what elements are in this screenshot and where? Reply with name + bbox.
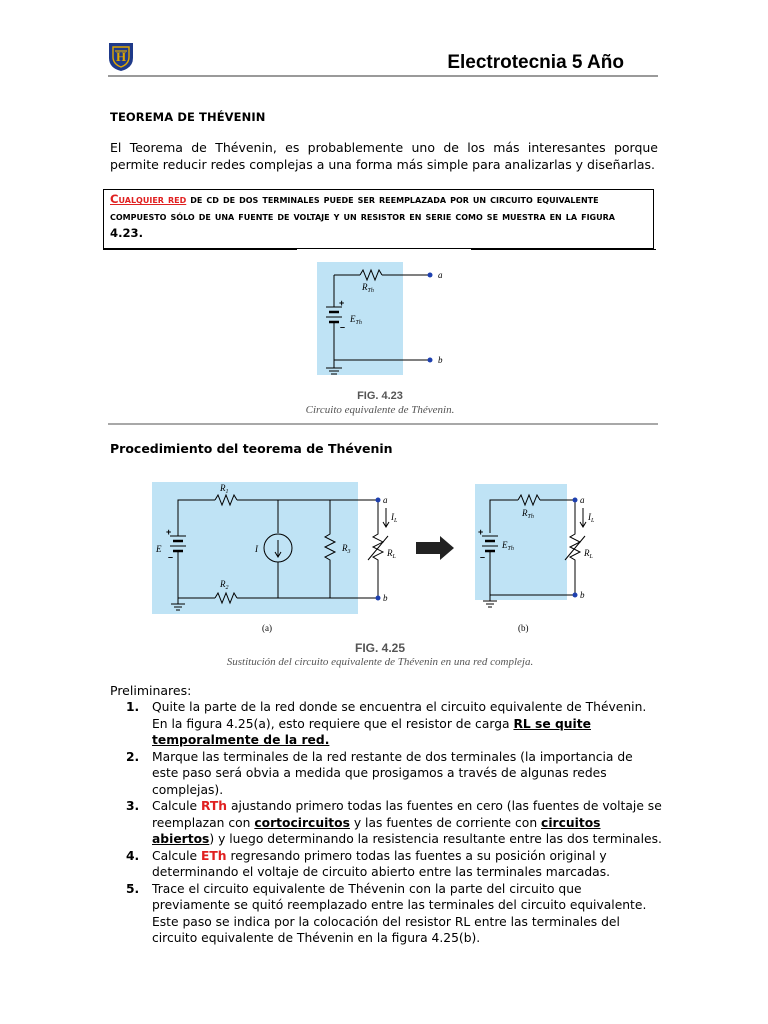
- callout-text: [110, 191, 650, 242]
- school-crest-logo: [108, 42, 134, 72]
- rl-label-b: $R_L$: [584, 548, 593, 560]
- node-b-dot: [376, 596, 381, 601]
- node-b-dot-b: [573, 593, 578, 598]
- svg-text:H: H: [115, 49, 127, 64]
- terminal-b-dot: [428, 358, 433, 363]
- terminal-a-label: a: [438, 270, 443, 280]
- callout-highlight: Cualquier red: [110, 192, 187, 206]
- b-label-b: b: [580, 590, 585, 600]
- list-item: 2. Marque las terminales de la red restante de dos terminales (la importancia de este paso será obvia a medida que prosigamos a través de algunas redes complejas).: [126, 749, 633, 797]
- figure-4-25-number: FIG. 4.25: [354, 641, 406, 655]
- il-label-a: $I_L$: [391, 512, 398, 524]
- plus-sign-b: +: [478, 527, 484, 537]
- preliminares-title: Preliminares:: [110, 683, 192, 698]
- panel-b-label: (b): [518, 623, 529, 633]
- section-title: TEOREMA DE THÉVENIN: [110, 110, 266, 124]
- minus-sign: –: [340, 322, 346, 332]
- rth-label-b: $R_{Th}$: [522, 508, 534, 520]
- document-header-title: Electrotecnia 5 Año: [447, 52, 624, 73]
- plus-sign-a: +: [166, 527, 172, 537]
- r1-label: $R_1$: [220, 483, 229, 495]
- callout-underline-left: [103, 249, 297, 250]
- r2-label: $R_2$: [220, 579, 229, 591]
- list-item: 4. Calcule ETh regresando primero todas las fuentes a su posición original y determinando el voltaje de circuito abierto entre las terminales marcadas.: [126, 848, 611, 879]
- e-label: E: [156, 544, 162, 554]
- callout-figure-ref: 4.23.: [110, 226, 144, 240]
- section-divider: [108, 423, 658, 425]
- eth-label-b: $E_{Th}$: [502, 540, 514, 552]
- a-label-b: a: [580, 495, 585, 505]
- header-divider: [108, 75, 658, 77]
- eth-label: $E_{Th}$: [350, 314, 362, 326]
- substitution-arrow-icon: [416, 536, 454, 560]
- terminal-b-label: b: [438, 355, 443, 365]
- figure-4-23-panel: [317, 262, 403, 375]
- figure-4-25-caption: Sustitución del circuito equivalente de Thévenin en una red compleja.: [226, 656, 534, 668]
- b-label: b: [383, 593, 388, 603]
- list-item: 1. Quite la parte de la red donde se encuentra el circuito equivalente de Thévenin. En la figura 4.25(a), esto requiere que el resistor de carga RL se quite temporalmente de la red.: [126, 700, 647, 747]
- rl-resistor-a: [373, 500, 383, 598]
- a-label: a: [383, 495, 388, 505]
- panel-a-label: (a): [262, 623, 272, 633]
- callout-body: de cd de dos terminales puede ser reemplazada por un circuito equivalente compuesto sólo de una fuente de voltaje y un resistor en serie como se muestra en la figura: [110, 192, 615, 223]
- plus-sign: +: [339, 298, 345, 308]
- procedure-title: Procedimiento del teorema de Thévenin: [110, 441, 393, 456]
- minus-sign-b: –: [480, 552, 486, 562]
- minus-sign-a: –: [168, 552, 174, 562]
- il-label-b: $I_L$: [588, 512, 595, 524]
- r3-label: $R_3$: [342, 543, 351, 555]
- node-a-dot: [376, 498, 381, 503]
- figure-4-25-network-substitution: [150, 478, 610, 638]
- figure-4-23-thevenin-circuit: [310, 255, 450, 390]
- rl-label-a: $R_L$: [387, 548, 396, 560]
- callout-underline-right: [471, 249, 656, 250]
- intro-paragraph: El Teorema de Thévenin, es probablemente uno de los más interesantes porque permite reducir redes complejas a una forma más simple para analizarlas y diseñarlas.: [110, 140, 658, 172]
- figure-4-23-number: FIG. 4.23: [357, 390, 403, 402]
- figure-4-23-caption: Circuito equivalente de Thévenin.: [305, 404, 455, 416]
- rth-label: $R_{Th}$: [362, 282, 374, 294]
- list-item: 3. Calcule RTh ajustando primero todas las fuentes en cero (las fuentes de voltaje se reemplazan con cortocircuitos y las fuentes de corriente con circuitos abiertos) y luego determinando la resistencia resultante entre las dos terminales.: [126, 799, 662, 846]
- node-a-dot-b: [573, 498, 578, 503]
- terminal-a-dot: [428, 273, 433, 278]
- procedure-steps-list: [126, 699, 662, 947]
- list-item: 5. Trace el circuito equivalente de Thévenin con la parte del circuito que previamente se quitó reemplazado entre las terminales del circuito equivalente. Este paso se indica por la colocación del resistor RL entre las terminales del circuito equivalente de Thévenin en la figura 4.25(b).: [126, 881, 647, 945]
- i-label: I: [255, 544, 258, 554]
